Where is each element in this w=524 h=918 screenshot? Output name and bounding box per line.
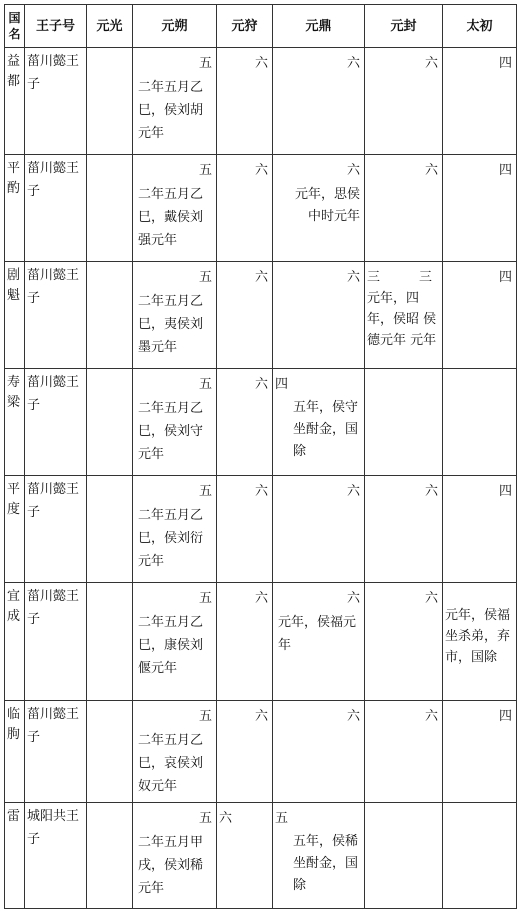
- yuanding-cell: 六: [273, 701, 365, 803]
- prince-lineage: 菑川懿王子: [25, 701, 87, 803]
- state-name: 宜成: [5, 583, 25, 701]
- table-row: [5, 583, 517, 701]
- state-name: 平酌: [5, 155, 25, 262]
- yuanguang-cell: [87, 48, 133, 155]
- yuanshou-cell: 六: [217, 369, 273, 476]
- yuanding-cell: 五 五年，侯稀坐酎金，国除: [273, 803, 365, 909]
- yuanguang-cell: [87, 701, 133, 803]
- taichu-cell: [443, 369, 517, 476]
- state-name: 临朐: [5, 701, 25, 803]
- header-yuanfeng: 元封: [365, 5, 443, 48]
- yuanshuo-cell: 五 二年五月乙巳，戴侯刘强元年: [133, 155, 217, 262]
- yuanshou-cell: 六: [217, 583, 273, 701]
- yuanshuo-cell: 五 二年五月乙巳，侯刘胡元年: [133, 48, 217, 155]
- taichu-cell: 四: [443, 701, 517, 803]
- yuanfeng-cell: 六: [365, 476, 443, 583]
- yuanguang-cell: [87, 262, 133, 369]
- yuanfeng-cell: 六: [365, 701, 443, 803]
- prince-lineage: 菑川懿王子: [25, 369, 87, 476]
- yuanguang-cell: [87, 476, 133, 583]
- yuanshuo-cell: 五 二年五月乙巳，康侯刘偃元年: [133, 583, 217, 701]
- table-row: [5, 155, 517, 262]
- yuanding-cell: 四 五年，侯守坐酎金，国除: [273, 369, 365, 476]
- table-row: [5, 369, 517, 476]
- header-yuanshuo: 元朔: [133, 5, 217, 48]
- prince-lineage: 菑川懿王子: [25, 583, 87, 701]
- state-name: 雷: [5, 803, 25, 909]
- prince-lineage: 菑川懿王子: [25, 476, 87, 583]
- prince-lineage: 城阳共王子: [25, 803, 87, 909]
- taichu-cell: 四: [443, 476, 517, 583]
- yuanshuo-cell: 五 二年五月乙巳，侯刘守元年: [133, 369, 217, 476]
- yuanding-cell: 六 元年，思侯中时元年: [273, 155, 365, 262]
- yuanshou-cell: 六: [217, 701, 273, 803]
- table-row: [5, 476, 517, 583]
- yuanfeng-cell: 三 三 元年，四年，侯昭 侯德元年 元年: [365, 262, 443, 369]
- yuanfeng-cell: 六: [365, 48, 443, 155]
- state-name: 剧魁: [5, 262, 25, 369]
- yuanfeng-cell: [365, 369, 443, 476]
- taichu-cell: 元年，侯福坐杀弟，弃市，国除: [443, 583, 517, 701]
- yuanding-cell: 六: [273, 476, 365, 583]
- yuanguang-cell: [87, 803, 133, 909]
- yuanshou-cell: 六: [217, 803, 273, 909]
- header-guoming: 国名: [5, 5, 25, 48]
- noble-table: [4, 4, 517, 909]
- yuanshuo-cell: 五 二年五月甲戌，侯刘稀元年: [133, 803, 217, 909]
- yuanshou-cell: 六: [217, 155, 273, 262]
- taichu-cell: 四: [443, 48, 517, 155]
- yuanding-cell: 六: [273, 262, 365, 369]
- prince-lineage: 菑川懿王子: [25, 155, 87, 262]
- state-name: 益都: [5, 48, 25, 155]
- state-name: 平度: [5, 476, 25, 583]
- yuanshuo-cell: 五 二年五月乙巳，夷侯刘墨元年: [133, 262, 217, 369]
- table-row: [5, 701, 517, 803]
- prince-lineage: 菑川懿王子: [25, 262, 87, 369]
- yuanguang-cell: [87, 369, 133, 476]
- taichu-cell: [443, 803, 517, 909]
- table-row: [5, 262, 517, 369]
- yuanfeng-cell: [365, 803, 443, 909]
- yuanshuo-cell: 五 二年五月乙巳，侯刘衍元年: [133, 476, 217, 583]
- yuanshou-cell: 六: [217, 262, 273, 369]
- yuanfeng-cell: 六: [365, 583, 443, 701]
- table-row: [5, 803, 517, 909]
- header-taichu: 太初: [443, 5, 517, 48]
- header-yuanguang: 元光: [87, 5, 133, 48]
- header-wangzihao: 王子号: [25, 5, 87, 48]
- yuanding-cell: 六 元年，侯福元年: [273, 583, 365, 701]
- yuanguang-cell: [87, 583, 133, 701]
- header-yuanding: 元鼎: [273, 5, 365, 48]
- header-row: [5, 5, 517, 48]
- table-row: [5, 48, 517, 155]
- state-name: 寿梁: [5, 369, 25, 476]
- yuanshou-cell: 六: [217, 476, 273, 583]
- prince-lineage: 菑川懿王子: [25, 48, 87, 155]
- yuanfeng-cell: 六: [365, 155, 443, 262]
- yuanguang-cell: [87, 155, 133, 262]
- taichu-cell: 四: [443, 262, 517, 369]
- yuanshuo-cell: 五 二年五月乙巳，哀侯刘奴元年: [133, 701, 217, 803]
- yuanshou-cell: 六: [217, 48, 273, 155]
- taichu-cell: 四: [443, 155, 517, 262]
- yuanding-cell: 六: [273, 48, 365, 155]
- header-yuanshou: 元狩: [217, 5, 273, 48]
